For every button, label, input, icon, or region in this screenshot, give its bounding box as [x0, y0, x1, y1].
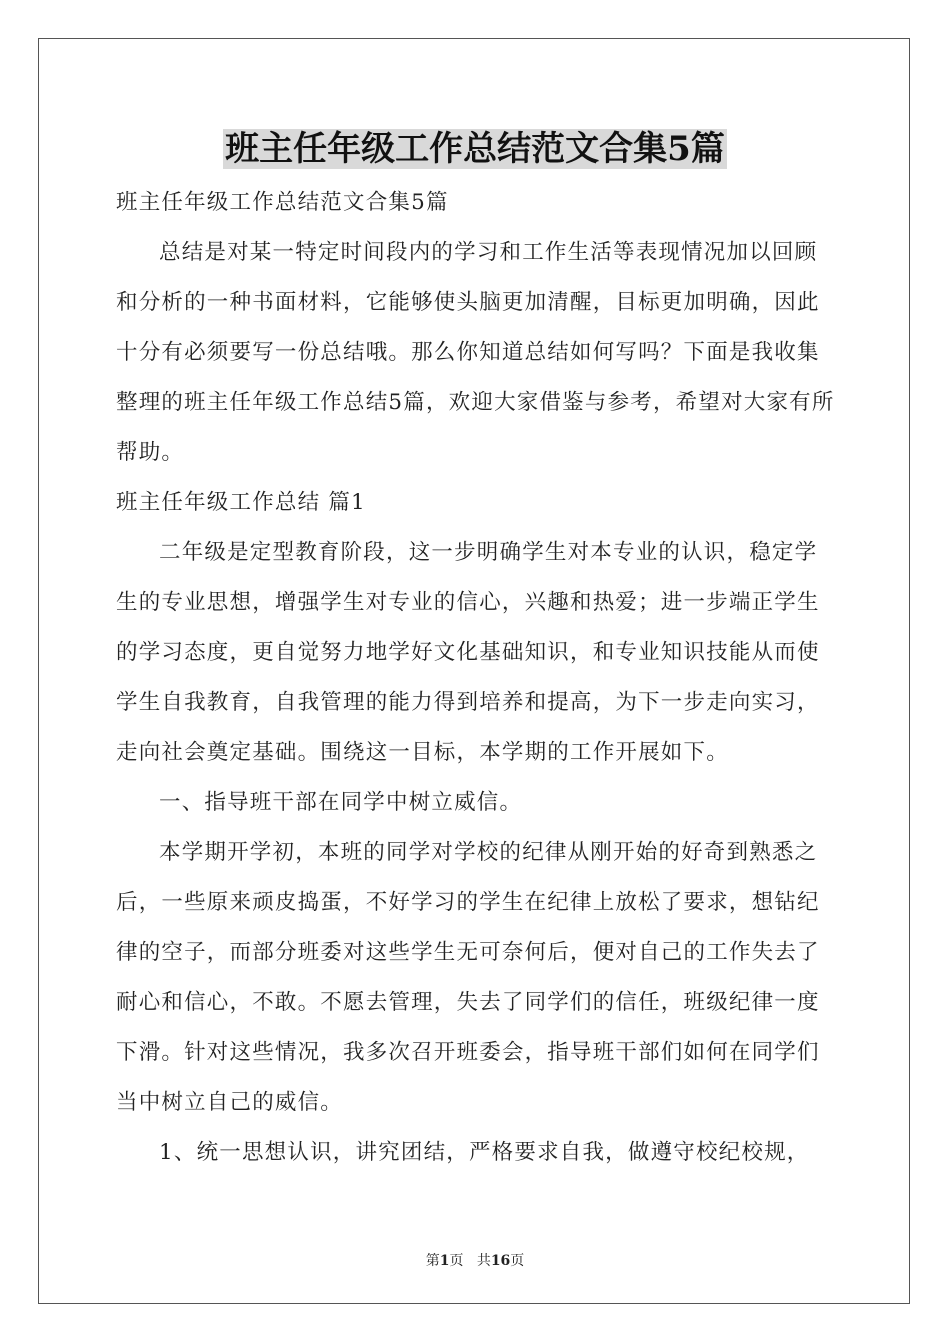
footer-page-prefix: 第	[425, 1253, 440, 1269]
subsection-heading: 一、指导班干部在同学中树立威信。	[159, 790, 523, 815]
footer-total-suffix: 页	[510, 1253, 525, 1269]
footer-total-prefix: 共	[476, 1253, 491, 1269]
page-footer	[0, 1250, 950, 1270]
paragraph: 本学期开学初，本班的同学对学校的纪律从刚开始的好奇到熟悉之后，一些原来顽皮捣蛋，不好学习的学生在纪律上放松了要求，想钻纪律的空子，而部分班委对这些学生无可奈何后，便对自己的工作失去了耐心和信心，不敢。不愿去管理，失去了同学们的信任，班级纪律一度下滑。针对这些情况，我多次召开班委会，指导班干部们如何在同学们当中树立自己的威信。	[116, 840, 820, 1115]
footer-page-number: 1	[439, 1253, 450, 1269]
paragraph: 1、统一思想认识，讲究团结，严格要求自我，做遵守校纪校规，	[159, 1140, 810, 1165]
document-title	[0, 126, 950, 172]
section-heading: 班主任年级工作总结 篇1	[116, 490, 366, 515]
document-body	[116, 178, 838, 1178]
footer-total-pages: 16	[490, 1253, 511, 1269]
paragraph-intro: 总结是对某一特定时间段内的学习和工作生活等表现情况加以回顾和分析的一种书面材料，它能够使头脑更加清醒，目标更加明确，因此十分有必须要写一份总结哦。那么你知道总结如何写吗？下面是我收集整理的班主任年级工作总结5篇，欢迎大家借鉴与参考，希望对大家有所帮助。	[116, 240, 835, 465]
footer-page-suffix: 页	[449, 1253, 464, 1269]
paragraph: 二年级是定型教育阶段，这一步明确学生对本专业的认识，稳定学生的专业思想，增强学生对专业的信心，兴趣和热爱；进一步端正学生的学习态度，更自觉努力地学好文化基础知识，和专业知识技能从而使学生自我教育，自我管理的能力得到培养和提高，为下一步走向实习，走向社会奠定基础。围绕这一目标，本学期的工作开展如下。	[116, 540, 820, 765]
document-title-text: 班主任年级工作总结范文合集5篇	[225, 129, 725, 169]
document-subtitle: 班主任年级工作总结范文合集5篇	[116, 190, 449, 215]
